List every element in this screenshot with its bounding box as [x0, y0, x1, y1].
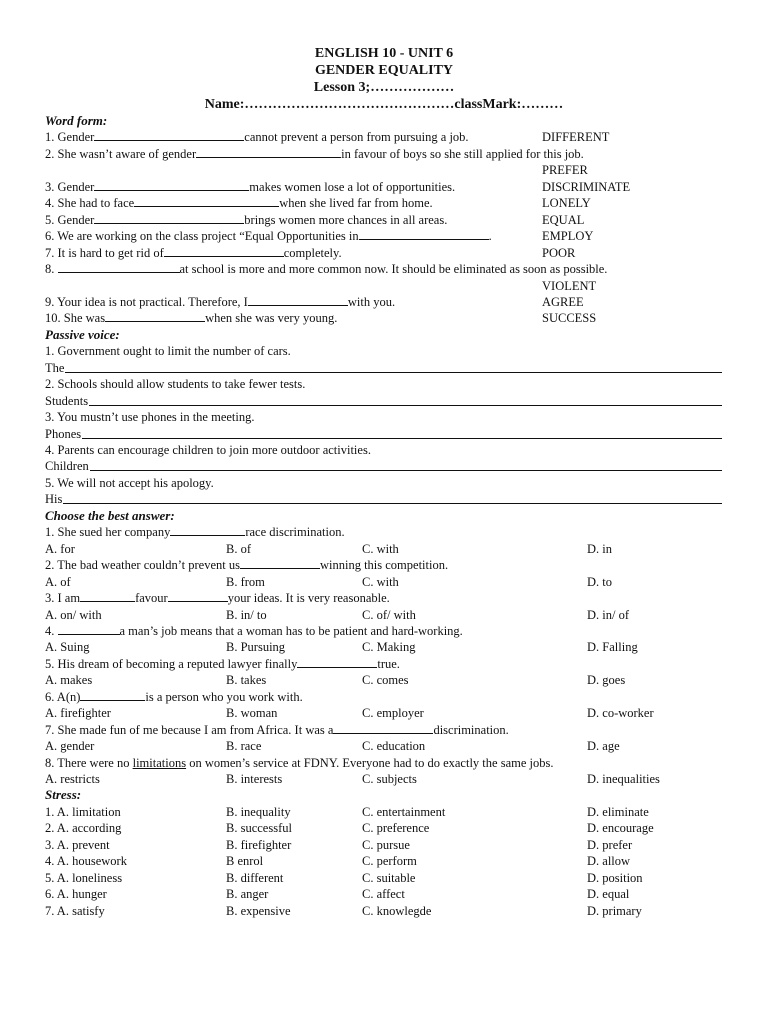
question-text: 6. A(n) — [45, 689, 81, 704]
answer-line[interactable] — [63, 503, 722, 504]
root-word: SUCCESS — [542, 311, 597, 326]
question-text: 8. There were no — [45, 755, 133, 770]
answer-option[interactable]: B. interests — [226, 772, 283, 786]
rewrite-line — [45, 426, 722, 442]
item-text: completely. — [283, 245, 342, 260]
mcq-question — [45, 656, 400, 672]
mcq-question — [45, 722, 509, 738]
question-text: winning this competition. — [319, 558, 449, 573]
answer-option[interactable]: A. gender — [45, 739, 95, 754]
answer-blank[interactable] — [94, 212, 244, 224]
question-text: 2. The bad weather couldn’t prevent us — [45, 558, 240, 573]
question-text: 7. She made fun of me because I am from Africa. It was a — [45, 722, 334, 737]
answer-line[interactable] — [90, 470, 722, 471]
root-word: DIFFERENT — [542, 130, 610, 145]
answer-option[interactable]: C. employer — [362, 706, 424, 721]
answer-option[interactable]: A. on/ with — [45, 607, 102, 622]
stress-option[interactable]: B. successful — [226, 821, 292, 836]
item-text: 10. She was — [45, 311, 106, 326]
answer-blank[interactable] — [105, 310, 205, 322]
stress-option[interactable]: 6. A. hunger — [45, 887, 107, 902]
rewrite-start: Students — [45, 393, 89, 408]
item-text: brings women more chances in all areas. — [244, 212, 448, 227]
root-word: POOR — [542, 245, 576, 260]
rewrite-line — [45, 393, 722, 409]
stress-option[interactable]: D. allow — [587, 854, 631, 869]
stress-option[interactable]: C. affect — [362, 887, 405, 902]
item-text: 9. Your idea is not practical. Therefore, I — [45, 294, 248, 309]
rewrite-line — [45, 458, 722, 474]
mcq-question — [45, 590, 390, 606]
answer-blank[interactable] — [297, 656, 377, 668]
mcq-question — [45, 755, 553, 771]
word-form-item — [45, 294, 395, 310]
stress-option[interactable]: 2. A. according — [45, 821, 122, 836]
answer-option[interactable]: B. in/ to — [226, 607, 267, 622]
stress-option[interactable]: D. position — [587, 870, 643, 885]
answer-option[interactable]: D. inequalities — [587, 772, 660, 786]
passive-question: 4. Parents can encourage children to join more outdoor activities. — [45, 443, 371, 457]
answer-option[interactable]: D. in/ of — [587, 607, 630, 622]
passive-question: 5. We will not accept his apology. — [45, 475, 214, 490]
answer-option[interactable]: C. comes — [362, 673, 409, 688]
item-text: cannot prevent a person from pursuing a job. — [244, 130, 469, 145]
root-word: LONELY — [542, 196, 591, 211]
answer-option[interactable]: C. Making — [362, 640, 416, 655]
answer-blank[interactable] — [58, 261, 180, 273]
answer-option[interactable]: A. of — [45, 574, 71, 589]
answer-blank[interactable] — [94, 129, 244, 141]
item-text: 1. Gender — [45, 130, 95, 145]
answer-option[interactable]: B. of — [226, 541, 251, 556]
stress-option[interactable]: D. primary — [587, 903, 642, 918]
rewrite-start: His — [45, 492, 63, 507]
passive-question: 3. You mustn’t use phones in the meeting. — [45, 410, 255, 425]
stress-option[interactable]: D. equal — [587, 887, 630, 902]
item-text: 6. We are working on the class project “Equal Opportunities in — [45, 229, 359, 244]
underlined-word: limitations — [132, 755, 187, 770]
answer-option[interactable]: C. education — [362, 739, 426, 754]
question-text: 5. His dream of becoming a reputed lawyer finally — [45, 656, 298, 671]
stress-option[interactable]: B. different — [226, 870, 284, 885]
answer-blank[interactable] — [134, 195, 279, 207]
stress-option[interactable]: B. anger — [226, 887, 269, 902]
answer-option[interactable]: B. race — [226, 739, 262, 754]
answer-option[interactable]: D. goes — [587, 673, 626, 688]
answer-option[interactable]: A. for — [45, 541, 75, 556]
question-text: race discrimination. — [245, 525, 345, 540]
answer-line[interactable] — [65, 372, 722, 373]
stress-option[interactable]: C. pursue — [362, 837, 410, 852]
stress-option[interactable]: 1. A. limitation — [45, 804, 121, 819]
rewrite-start: Children — [45, 459, 89, 474]
question-text: 3. I am — [45, 591, 81, 606]
word-form-item — [45, 179, 455, 195]
item-text: makes women lose a lot of opportunities. — [249, 179, 456, 194]
rewrite-line — [45, 360, 722, 376]
answer-option[interactable]: C. subjects — [362, 772, 417, 786]
word-form-item — [45, 245, 342, 261]
answer-option[interactable]: C. with — [362, 574, 399, 589]
stress-option[interactable]: D. eliminate — [587, 804, 649, 819]
word-form-item — [45, 146, 584, 162]
question-text: on women’s service at FDNY. Everyone had to do exactly the same jobs. — [186, 755, 554, 770]
choose-best-answer-heading: Choose the best answer: — [45, 507, 175, 523]
question-text: your ideas. It is very reasonable. — [227, 591, 390, 606]
item-text: 2. She wasn’t aware of gender — [45, 146, 197, 161]
answer-line[interactable] — [89, 405, 722, 406]
stress-option[interactable]: B. inequality — [226, 804, 291, 819]
stress-option[interactable]: C. preference — [362, 821, 430, 836]
mcq-question — [45, 524, 345, 540]
word-form-item — [45, 261, 607, 277]
answer-blank[interactable] — [80, 590, 135, 602]
word-form-item — [45, 195, 433, 211]
passive-voice-heading: Passive voice: — [45, 326, 120, 342]
item-text: 8. — [45, 262, 58, 277]
stress-option[interactable]: C. knowlegde — [362, 903, 432, 918]
item-text: . — [488, 229, 492, 244]
stress-option[interactable]: C. entertainment — [362, 804, 446, 819]
stress-option[interactable]: 7. A. satisfy — [45, 903, 105, 918]
answer-blank[interactable] — [58, 623, 120, 635]
answer-option[interactable]: B. Pursuing — [226, 640, 286, 655]
root-word: AGREE — [542, 294, 584, 309]
question-text: a man’s job means that a woman has to be patient and hard-working. — [119, 623, 463, 638]
name-class-mark-line: Name:………………………………………classMark:……… — [204, 97, 564, 112]
rewrite-line — [45, 491, 722, 507]
answer-blank[interactable] — [170, 524, 245, 536]
item-text: 4. She had to face — [45, 196, 135, 211]
answer-option[interactable]: D. age — [587, 739, 620, 754]
answer-blank[interactable] — [333, 722, 433, 734]
root-word: PREFER — [542, 163, 588, 178]
word-form-item — [45, 228, 492, 244]
root-word: DISCRIMINATE — [542, 179, 631, 194]
answer-option[interactable]: A. makes — [45, 673, 93, 688]
item-text: when she lived far from home. — [279, 196, 433, 211]
item-text: 3. Gender — [45, 179, 95, 194]
item-text: 7. It is hard to get rid of — [45, 245, 164, 260]
stress-option[interactable]: D. encourage — [587, 821, 654, 836]
question-text: 4. — [45, 623, 58, 638]
passive-question: 1. Government ought to limit the number of cars. — [45, 344, 291, 359]
stress-option[interactable]: C. suitable — [362, 870, 416, 885]
answer-option[interactable]: D. to — [587, 574, 612, 589]
stress-option[interactable]: B enrol — [226, 854, 264, 869]
answer-option[interactable]: A. Suing — [45, 640, 90, 655]
passive-question: 2. Schools should allow students to take fewer tests. — [45, 377, 306, 392]
answer-blank[interactable] — [168, 590, 228, 602]
item-text: in favour of boys so she still applied for this job. — [341, 146, 584, 161]
word-form-heading: Word form: — [45, 113, 108, 128]
answer-option[interactable]: B. from — [226, 574, 265, 589]
question-text: true. — [377, 656, 400, 671]
question-text: discrimination. — [433, 722, 509, 737]
answer-option[interactable]: D. Falling — [587, 640, 638, 655]
answer-option[interactable]: C. with — [362, 541, 399, 556]
answer-blank[interactable] — [80, 689, 145, 701]
answer-blank[interactable] — [94, 179, 249, 191]
stress-option[interactable]: C. perform — [362, 854, 417, 869]
answer-option[interactable]: A. restricts — [45, 772, 100, 786]
answer-option[interactable]: D. in — [587, 541, 612, 556]
word-form-item — [45, 129, 469, 145]
word-form-item — [45, 310, 337, 326]
answer-option[interactable]: C. of/ with — [362, 607, 416, 622]
answer-option[interactable]: D. co-worker — [587, 706, 654, 721]
rewrite-start: Phones — [45, 426, 82, 441]
root-word: EMPLOY — [542, 229, 594, 244]
stress-option[interactable]: B. expensive — [226, 903, 291, 918]
rewrite-start: The — [45, 360, 65, 375]
answer-blank[interactable] — [240, 557, 320, 569]
unit-title: GENDER EQUALITY — [314, 63, 454, 78]
answer-blank[interactable] — [196, 146, 341, 158]
lesson-line: Lesson 3;……………… — [313, 80, 455, 95]
stress-option[interactable]: 3. A. prevent — [45, 837, 110, 852]
root-word: VIOLENT — [542, 278, 597, 293]
answer-line[interactable] — [82, 438, 722, 439]
item-text: when she was very young. — [205, 311, 338, 326]
question-text: 1. She sued her company — [45, 525, 171, 540]
item-text: at school is more and more common now. It should be eliminated as soon as possible. — [179, 262, 608, 277]
stress-option[interactable]: 4. A. housework — [45, 854, 127, 869]
stress-option[interactable]: D. prefer — [587, 837, 633, 852]
answer-blank[interactable] — [248, 294, 348, 306]
mcq-question — [45, 557, 448, 573]
root-word: EQUAL — [542, 212, 585, 227]
item-text: 5. Gender — [45, 212, 95, 227]
answer-option[interactable]: B. woman — [226, 706, 278, 721]
answer-option[interactable]: A. firefighter — [45, 706, 111, 721]
stress-option[interactable]: B. firefighter — [226, 837, 292, 852]
stress-heading: Stress: — [45, 787, 82, 803]
mcq-question — [45, 623, 463, 639]
item-text: with you. — [347, 294, 396, 309]
mcq-question — [45, 689, 303, 705]
question-text: favour — [135, 591, 168, 606]
question-text: is a person who you work with. — [145, 689, 303, 704]
answer-blank[interactable] — [164, 245, 284, 257]
stress-option[interactable]: 5. A. loneliness — [45, 870, 123, 885]
answer-option[interactable]: B. takes — [226, 673, 267, 688]
answer-blank[interactable] — [359, 228, 489, 240]
course-title: ENGLISH 10 - UNIT 6 — [314, 46, 454, 61]
word-form-item — [45, 212, 447, 228]
